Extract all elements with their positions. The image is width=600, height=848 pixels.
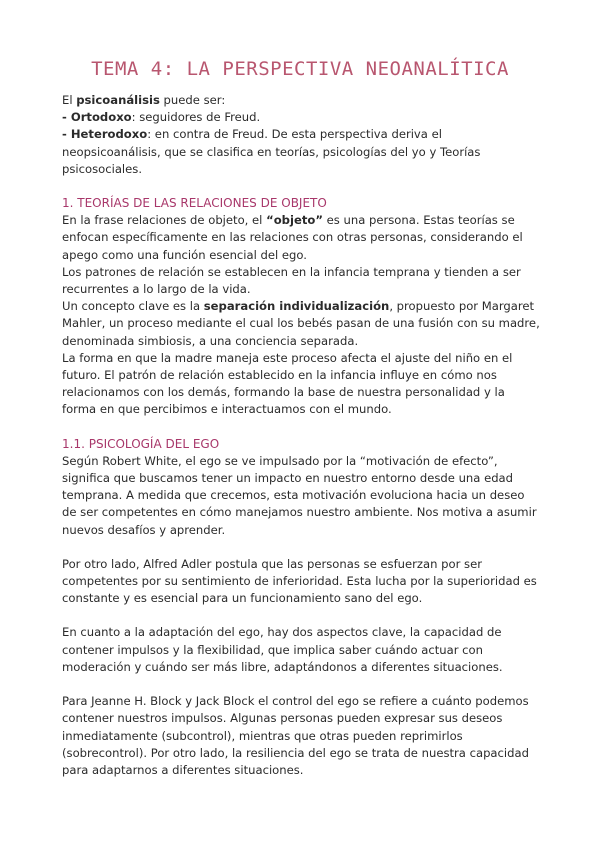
intro-keyword: psicoanálisis bbox=[76, 93, 160, 107]
paragraph-text: , propuesto por Margaret Mahler, un proceso mediante el cual los bebés pasan de una fusión con su madre, denominada simbiosis, a una conciencia separada. bbox=[62, 299, 540, 348]
paragraph: En cuanto a la adaptación del ego, hay dos aspectos clave, la capacidad de contener impulsos y la flexibilidad, que implica saber cuándo actuar con moderación y cuándo ser más libre, adaptándonos a diferentes situaciones. bbox=[62, 625, 503, 674]
list-item-text: : seguidores de Freud. bbox=[131, 110, 261, 125]
list-item-term: - Heterodoxo bbox=[62, 127, 148, 142]
paragraph: Para Jeanne H. Block y Jack Block el control del ego se refiere a cuánto podemos contener nuestros impulsos. Algunas personas pueden expresar sus deseos inmediatamente (subcontrol), mientras que otras pueden reprimirlos (sobrecontrol). Por otro lado, la resiliencia del ego se trata de nuestra capacidad para adaptarnos a diferentes situaciones. bbox=[62, 694, 529, 777]
document-body bbox=[62, 92, 540, 779]
section-heading-psicologia-ego: 1.1. PSICOLOGÍA DEL EGO bbox=[62, 436, 220, 451]
paragraph-text: es una persona. Estas teorías se enfocan específicamente en las relaciones con otras personas, considerando el apego como una función esencial del ego. bbox=[62, 213, 523, 262]
intro-text: El bbox=[62, 93, 77, 107]
list-item-term: - Ortodoxo bbox=[62, 110, 132, 125]
list-item-text: : en contra de Freud. De esta perspectiva deriva el neopsicoanálisis, que se clasifica en teorías, psicologías del yo y Teorías psicosociales. bbox=[62, 127, 481, 176]
page-title: TEMA 4: LA PERSPECTIVA NEOANALÍTICA bbox=[91, 58, 509, 80]
paragraph: La forma en que la madre maneja este proceso afecta el ajuste del niño en el futuro. El patrón de relación establecido en la infancia influye en cómo nos relacionamos con los demás, formando la base de nuestra personalidad y la forma en que percibimos e interactuamos con el mundo. bbox=[62, 350, 513, 417]
intro-text: puede ser: bbox=[159, 93, 226, 107]
intro-line bbox=[62, 92, 540, 109]
list-item bbox=[62, 109, 540, 126]
list-item bbox=[62, 126, 540, 178]
section-heading-relaciones-objeto: 1. TEORÍAS DE LAS RELACIONES DE OBJETO bbox=[62, 196, 327, 211]
paragraph: Los patrones de relación se establecen en la infancia temprana y tienden a ser recurrentes a lo largo de la vida. bbox=[62, 264, 521, 297]
paragraph-keyword: separación individualización bbox=[203, 299, 390, 314]
paragraph-text: En la frase relaciones de objeto, el bbox=[62, 213, 267, 228]
paragraph-keyword: “objeto” bbox=[266, 213, 323, 228]
paragraph bbox=[62, 298, 540, 350]
paragraph: Según Robert White, el ego se ve impulsado por la “motivación de efecto”, significa que buscamos tener un impacto en nuestro entorno desde una edad temprana. A medida que crecemos, esta motivación evoluciona hacia un deseo de ser competentes en cómo manejamos nuestro ambiente. Nos motiva a asumir nuevos desafíos y aprender. bbox=[62, 453, 537, 537]
paragraph bbox=[62, 212, 540, 264]
paragraph: Por otro lado, Alfred Adler postula que las personas se esfuerzan por ser competentes por su sentimiento de inferioridad. Esta lucha por la superioridad es constante y es esencial para un funcionamiento sano del ego. bbox=[62, 556, 537, 606]
paragraph-text: Un concepto clave es la bbox=[62, 299, 204, 314]
